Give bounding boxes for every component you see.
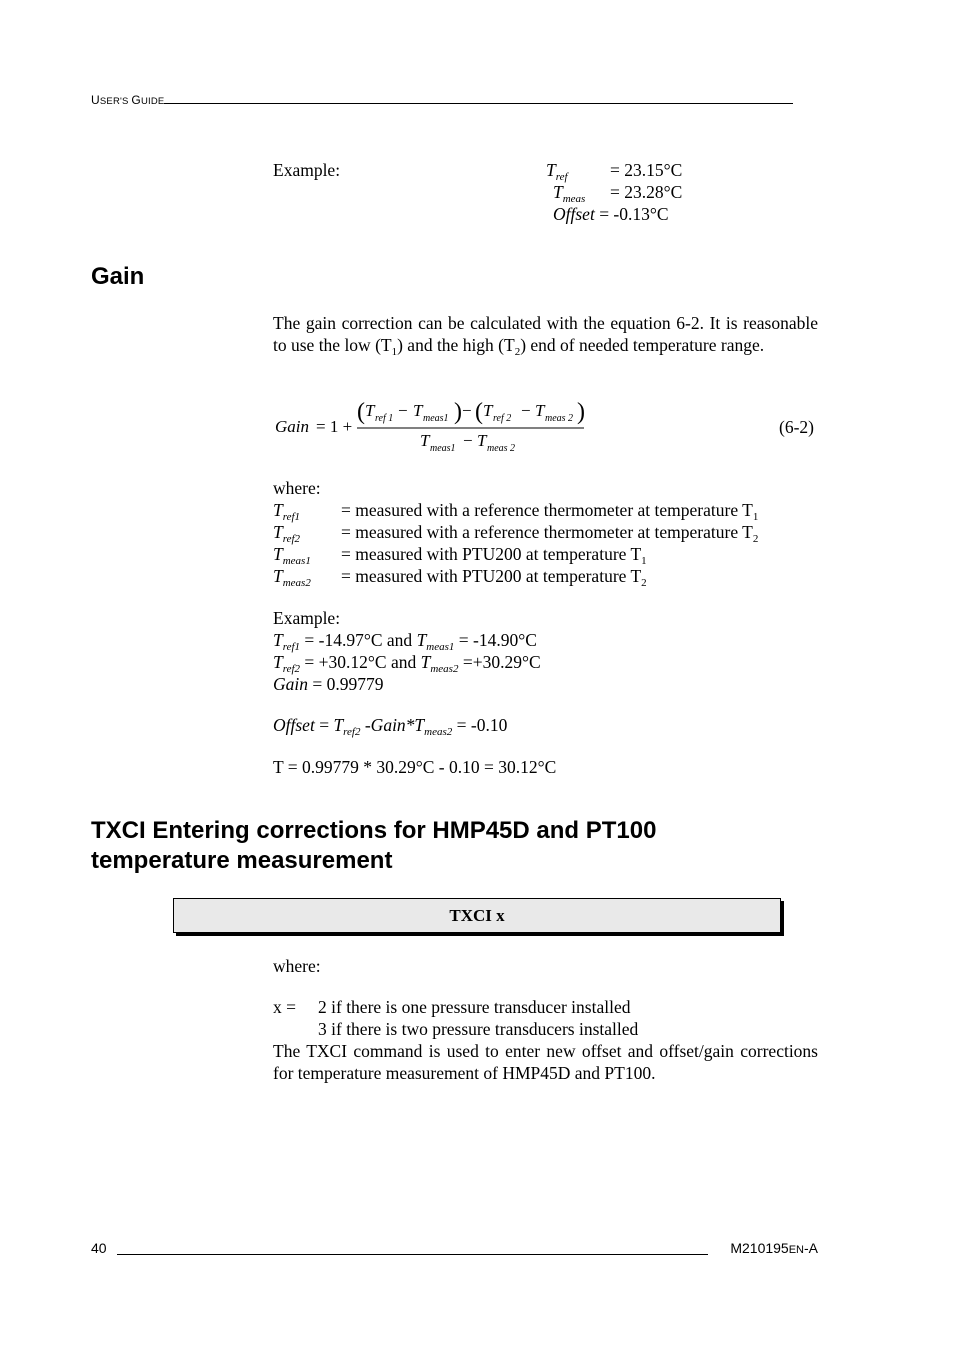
- gain-equation: [270, 392, 600, 462]
- where-item: [273, 499, 818, 521]
- where-list: [273, 499, 818, 587]
- txci-where-label: where:: [273, 956, 321, 976]
- running-header: [91, 91, 793, 107]
- header-smallcaps: UIDE: [140, 96, 165, 107]
- desc-text: = measured with PTU200 at temperature T: [341, 566, 642, 586]
- where-item: [273, 521, 818, 543]
- desc-text: = measured with a reference thermometer at temperature T: [341, 500, 753, 520]
- txci-option-1: 2 if there is one pressure transducer installed: [318, 997, 631, 1017]
- text-run: = +30.12°C and: [300, 652, 421, 672]
- where-desc: [341, 521, 758, 543]
- eq-minus: −: [462, 401, 472, 420]
- var-sub: meas: [562, 193, 586, 205]
- var-sub: meas2: [424, 726, 453, 738]
- gain-example-label: Example:: [273, 608, 341, 628]
- var-T: T: [416, 630, 427, 650]
- where-item: [273, 565, 818, 587]
- doc-code-suffix: -A: [804, 1240, 818, 1256]
- gain-heading: Gain: [91, 263, 145, 290]
- text-run: =: [314, 715, 334, 735]
- where-desc: [341, 565, 647, 587]
- var-sub: meas1: [282, 555, 311, 567]
- offset-example-tref-value: = 23.15°C: [610, 160, 683, 180]
- txci-option-2: 3 if there is two pressure transducers installed: [318, 1019, 639, 1039]
- eq-paren-close: ): [577, 399, 585, 425]
- gain-example-gain: [273, 673, 556, 695]
- offset-example-tref: [546, 159, 568, 181]
- var-T: T: [420, 652, 431, 672]
- desc-sub: 2: [752, 533, 759, 545]
- var-sub: meas2: [430, 663, 459, 675]
- text-run: -Gain*T: [360, 715, 425, 735]
- var-T: T: [273, 652, 283, 672]
- text-run: = -0.10: [452, 715, 508, 735]
- command-box: TXCI x: [173, 898, 781, 933]
- eq-paren-open: (: [357, 399, 365, 425]
- txci-heading: TXCI Entering corrections for HMP45D and PT100 temperature measurement: [91, 817, 657, 874]
- var-sub: ref1: [282, 641, 301, 653]
- var-T: T: [273, 522, 283, 542]
- var-sub: ref: [555, 171, 568, 183]
- eq-sub-ref1: ref 1: [375, 413, 394, 424]
- desc-sub: 1: [641, 555, 647, 567]
- footer-rule: [117, 1254, 708, 1255]
- var-T: T: [273, 500, 283, 520]
- where-item: [273, 543, 818, 565]
- var-T: T: [546, 160, 556, 180]
- var-sub: ref1: [282, 511, 301, 523]
- gain-paragraph: [273, 312, 818, 356]
- desc-text: = measured with PTU200 at temperature T: [341, 544, 642, 564]
- header-initial: U: [91, 93, 100, 107]
- document-code: [730, 1240, 818, 1256]
- var-sub: meas1: [426, 641, 455, 653]
- eq-T: T: [483, 401, 493, 420]
- desc-sub: 1: [752, 511, 759, 523]
- text-run: ) end of needed temperature range.: [520, 335, 765, 355]
- spacer: [273, 736, 556, 756]
- offset-value: = -0.13°C: [594, 204, 669, 224]
- var-offset: Offset: [273, 715, 315, 735]
- offset-example-tmeas-value: = 23.28°C: [610, 182, 683, 202]
- eq-equals-one-plus: = 1 +: [316, 417, 353, 436]
- header-smallcaps: SER'S: [99, 96, 132, 107]
- eq-sub-ref2: ref 2: [493, 413, 512, 424]
- var-sub: ref2: [282, 663, 301, 675]
- eq-T: T: [477, 431, 487, 450]
- gain-example-t-line: T = 0.99779 * 30.29°C - 0.10 = 30.12°C: [273, 757, 557, 777]
- text-sub: 2: [514, 346, 521, 358]
- text-run: =+30.29°C: [458, 652, 541, 672]
- text-run: = -14.97°C and: [300, 630, 417, 650]
- var-gain: Gain: [273, 674, 308, 694]
- gain-example-offset: [273, 714, 556, 736]
- text-run: ) and the high (T: [397, 335, 515, 355]
- eq-minus: −: [398, 401, 408, 420]
- var-sub: ref2: [343, 726, 361, 738]
- text-run: = 0.99779: [308, 674, 384, 694]
- header-rule: [164, 91, 793, 104]
- var-T: T: [273, 630, 283, 650]
- text-sub: 1: [391, 346, 398, 358]
- desc-sub: 2: [641, 577, 647, 589]
- eq-T: T: [535, 401, 545, 420]
- where-desc: [341, 499, 758, 521]
- text-run: The gain correction can be calculated with the equation 6-2. It is reasonable to use the low (T: [273, 313, 818, 355]
- var-sub: meas2: [282, 577, 311, 589]
- desc-text: = measured with a reference thermometer at temperature T: [341, 522, 753, 542]
- eq-T: T: [420, 431, 430, 450]
- eq-minus: −: [521, 401, 531, 420]
- txci-description: The TXCI command is used to enter new offset and offset/gain corrections for temperature measurement of HMP45D and PT100.: [273, 1041, 818, 1083]
- eq-sub-meas1: meas1: [430, 443, 456, 454]
- offset-example-label: Example:: [273, 160, 341, 180]
- var-sub: ref2: [282, 533, 301, 545]
- header-initial: G: [131, 93, 141, 107]
- txci-x-label: x =: [273, 997, 296, 1017]
- var-T: T: [273, 544, 283, 564]
- eq-T: T: [365, 401, 375, 420]
- eq-sub-meas2: meas 2: [545, 413, 574, 424]
- where-label: where:: [273, 478, 321, 498]
- eq-sub-meas1: meas1: [423, 413, 449, 424]
- eq-minus: −: [463, 431, 473, 450]
- var-T: T: [553, 182, 563, 202]
- eq-paren-open: (: [475, 399, 483, 425]
- gain-example: [273, 607, 556, 778]
- doc-code-smallcaps: EN: [788, 1244, 804, 1256]
- spacer: [273, 695, 556, 714]
- page-number: 40: [91, 1240, 107, 1256]
- eq-paren-close: ): [454, 399, 462, 425]
- offset-example-tmeas: [553, 181, 585, 203]
- text-run: = -14.90°C: [454, 630, 537, 650]
- var-T: T: [273, 566, 283, 586]
- equation-number: (6-2): [779, 417, 814, 437]
- eq-T: T: [413, 401, 423, 420]
- where-desc: [341, 543, 647, 565]
- gain-example-line1: [273, 629, 556, 651]
- gain-example-line2: [273, 651, 556, 673]
- eq-gain-label: Gain: [275, 417, 309, 436]
- var-offset: Offset: [553, 204, 595, 224]
- eq-sub-meas2: meas 2: [487, 443, 516, 454]
- var-T: T: [333, 715, 344, 735]
- offset-example-offset: [553, 203, 669, 225]
- doc-code-main: M210195: [730, 1240, 789, 1256]
